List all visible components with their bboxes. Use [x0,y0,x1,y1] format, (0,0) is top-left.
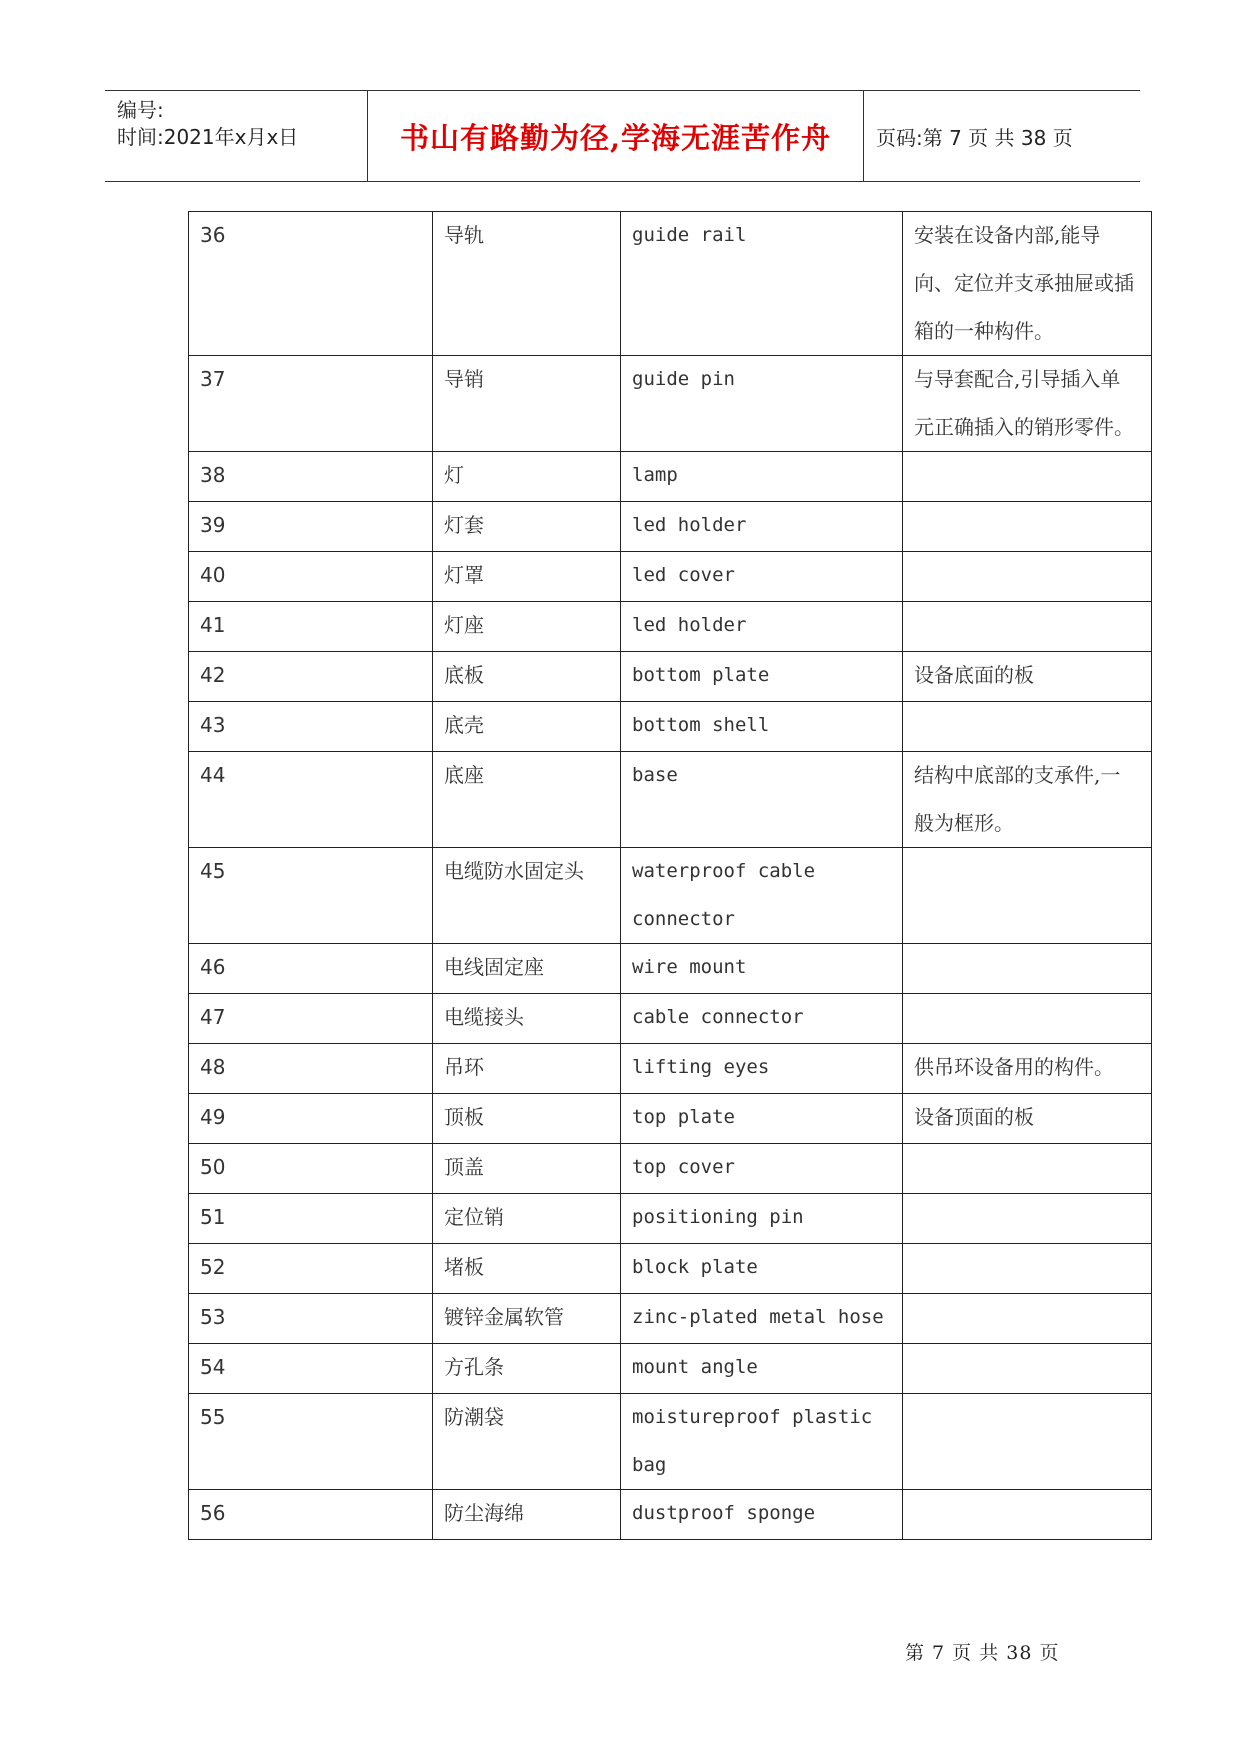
term-english-cell [621,994,903,1044]
header-page-cell [864,91,1140,181]
term-english-cell [621,1394,903,1490]
term-number-cell [189,994,433,1044]
term-definition-cell [903,1490,1152,1540]
term-english: guide rail [632,224,747,246]
term-chinese: 镀锌金属软管 [444,1305,564,1329]
term-english-cell [621,1094,903,1144]
term-number-cell [189,1394,433,1490]
term-english-cell [621,1294,903,1344]
term-number-cell [189,552,433,602]
term-definition-cell [903,1244,1152,1294]
term-chinese: 吊环 [444,1055,484,1079]
term-english: top plate [632,1106,735,1128]
term-definition-cell [903,1144,1152,1194]
term-english-cell [621,502,903,552]
term-number-cell [189,452,433,502]
table-row [189,356,1152,452]
term-definition-cell [903,1094,1152,1144]
term-number-cell [189,1044,433,1094]
term-number-cell [189,1344,433,1394]
term-chinese-cell [433,1394,621,1490]
term-chinese: 电缆接头 [444,1005,524,1029]
table-row [189,502,1152,552]
term-chinese: 电缆防水固定头 [444,859,584,883]
term-number-cell [189,1294,433,1344]
term-english-cell [621,1194,903,1244]
term-number-cell [189,1490,433,1540]
term-english: cable connector [632,1006,804,1028]
term-number-cell [189,602,433,652]
term-english-cell [621,1344,903,1394]
term-definition: 供吊环设备用的构件。 [914,1055,1114,1079]
term-number: 53 [200,1305,226,1329]
term-chinese-cell [433,848,621,944]
term-english: zinc-plated metal hose [632,1306,884,1328]
term-chinese-cell [433,652,621,702]
term-english: bottom shell [632,714,770,736]
term-number: 49 [200,1105,226,1129]
table-row [189,602,1152,652]
term-chinese-cell [433,1194,621,1244]
term-number-cell [189,502,433,552]
term-definition: 设备顶面的板 [914,1105,1034,1129]
term-number: 38 [200,463,226,487]
term-english-cell [621,848,903,944]
term-definition: 结构中底部的支承件,一般为框形。 [914,763,1121,835]
term-definition-cell [903,356,1152,452]
term-definition-cell [903,702,1152,752]
term-chinese-cell [433,994,621,1044]
term-number-cell [189,1194,433,1244]
term-chinese: 顶板 [444,1105,484,1129]
term-definition-cell [903,602,1152,652]
term-number: 50 [200,1155,226,1179]
term-definition-cell [903,944,1152,994]
table-row [189,1094,1152,1144]
term-chinese: 顶盖 [444,1155,484,1179]
term-definition: 设备底面的板 [914,663,1034,687]
table-row [189,552,1152,602]
term-chinese: 方孔条 [444,1355,504,1379]
term-english-cell [621,1244,903,1294]
term-number: 46 [200,955,226,979]
term-chinese-cell [433,702,621,752]
term-chinese: 灯 [444,463,464,487]
term-number-cell [189,944,433,994]
term-chinese: 灯罩 [444,563,484,587]
term-chinese: 底座 [444,763,484,787]
term-english: wire mount [632,956,747,978]
term-definition-cell [903,652,1152,702]
header-page-label: 页码:第 7 页 共 38 页 [876,125,1073,150]
term-definition-cell [903,1194,1152,1244]
term-chinese-cell [433,1294,621,1344]
term-english: moistureproof plastic bag [632,1406,873,1476]
term-definition: 与导套配合,引导插入单元正确插入的销形零件。 [914,367,1134,439]
term-definition-cell [903,752,1152,848]
term-chinese: 灯座 [444,613,484,637]
doc-number-label: 编号: [117,98,164,122]
term-english-cell [621,752,903,848]
term-chinese: 底板 [444,663,484,687]
term-chinese: 灯套 [444,513,484,537]
term-english-cell [621,1044,903,1094]
table-row [189,1344,1152,1394]
term-english-cell [621,212,903,356]
term-english: positioning pin [632,1206,804,1228]
term-english-cell [621,652,903,702]
term-definition-cell [903,212,1152,356]
term-number: 48 [200,1055,226,1079]
term-chinese: 底壳 [444,713,484,737]
term-english-cell [621,356,903,452]
term-chinese-cell [433,752,621,848]
term-definition-cell [903,1394,1152,1490]
term-english-cell [621,602,903,652]
term-chinese: 防潮袋 [444,1405,504,1429]
page-header [105,90,1140,182]
term-chinese-cell [433,452,621,502]
term-chinese-cell [433,1244,621,1294]
term-number: 54 [200,1355,226,1379]
term-english: lifting eyes [632,1056,770,1078]
term-chinese-cell [433,1044,621,1094]
term-number-cell [189,752,433,848]
term-number: 56 [200,1501,226,1525]
term-number: 52 [200,1255,226,1279]
term-chinese-cell [433,1144,621,1194]
table-row [189,1044,1152,1094]
term-english-cell [621,452,903,502]
header-motto: 书山有路勤为径,学海无涯苦作舟 [399,120,832,155]
term-chinese-cell [433,356,621,452]
term-english-cell [621,552,903,602]
term-number-cell [189,652,433,702]
header-motto-cell [368,91,864,181]
term-chinese-cell [433,502,621,552]
term-definition: 安装在设备内部,能导向、定位并支承抽屉或插箱的一种构件。 [914,223,1134,343]
term-number-cell [189,1244,433,1294]
table-row [189,1490,1152,1540]
table-row [189,944,1152,994]
term-chinese: 定位销 [444,1205,504,1229]
term-number: 55 [200,1405,226,1429]
term-definition-cell [903,502,1152,552]
table-row [189,752,1152,848]
term-number: 51 [200,1205,226,1229]
term-chinese-cell [433,212,621,356]
table-row [189,994,1152,1044]
term-english: base [632,764,678,786]
term-chinese: 防尘海绵 [444,1501,524,1525]
term-definition-cell [903,1344,1152,1394]
table-row [189,452,1152,502]
table-row [189,212,1152,356]
page-footer: 第 7 页 共 38 页 [905,1642,1060,1664]
term-number: 43 [200,713,226,737]
term-number-cell [189,702,433,752]
term-english: guide pin [632,368,735,390]
term-number: 40 [200,563,226,587]
table-row [189,1144,1152,1194]
term-number-cell [189,1144,433,1194]
term-chinese-cell [433,1344,621,1394]
term-chinese: 堵板 [444,1255,484,1279]
term-number-cell [189,848,433,944]
term-number-cell [189,356,433,452]
table-row [189,1294,1152,1344]
term-english: dustproof sponge [632,1502,816,1524]
term-english: led cover [632,564,735,586]
term-english-cell [621,702,903,752]
term-chinese-cell [433,552,621,602]
table-row [189,1244,1152,1294]
term-number: 39 [200,513,226,537]
table-row [189,848,1152,944]
term-number: 36 [200,223,226,247]
term-chinese-cell [433,1490,621,1540]
term-chinese-cell [433,1094,621,1144]
term-definition-cell [903,552,1152,602]
term-english: waterproof cable connector [632,860,816,930]
term-chinese: 导销 [444,367,484,391]
term-number: 47 [200,1005,226,1029]
table-row [189,1194,1152,1244]
term-chinese-cell [433,602,621,652]
term-number-cell [189,212,433,356]
term-definition-cell [903,994,1152,1044]
term-english: mount angle [632,1356,758,1378]
term-english: block plate [632,1256,758,1278]
term-english: bottom plate [632,664,770,686]
header-meta [105,91,368,181]
term-number: 41 [200,613,226,637]
table-row [189,1394,1152,1490]
term-english: led holder [632,614,747,636]
glossary-table [188,211,1152,1540]
term-chinese-cell [433,944,621,994]
term-number: 37 [200,367,226,391]
date-label: 时间:2021年x月x日 [117,125,299,149]
glossary-body [189,212,1152,1540]
term-definition-cell [903,1044,1152,1094]
term-number: 42 [200,663,226,687]
term-definition-cell [903,452,1152,502]
term-number: 44 [200,763,226,787]
table-row [189,652,1152,702]
table-row [189,702,1152,752]
term-english-cell [621,944,903,994]
term-english: top cover [632,1156,735,1178]
term-english: led holder [632,514,747,536]
term-english-cell [621,1490,903,1540]
term-english: lamp [632,464,678,486]
term-number: 45 [200,859,226,883]
term-english-cell [621,1144,903,1194]
term-chinese: 电线固定座 [444,955,544,979]
term-definition-cell [903,1294,1152,1344]
term-definition-cell [903,848,1152,944]
term-chinese: 导轨 [444,223,484,247]
term-number-cell [189,1094,433,1144]
